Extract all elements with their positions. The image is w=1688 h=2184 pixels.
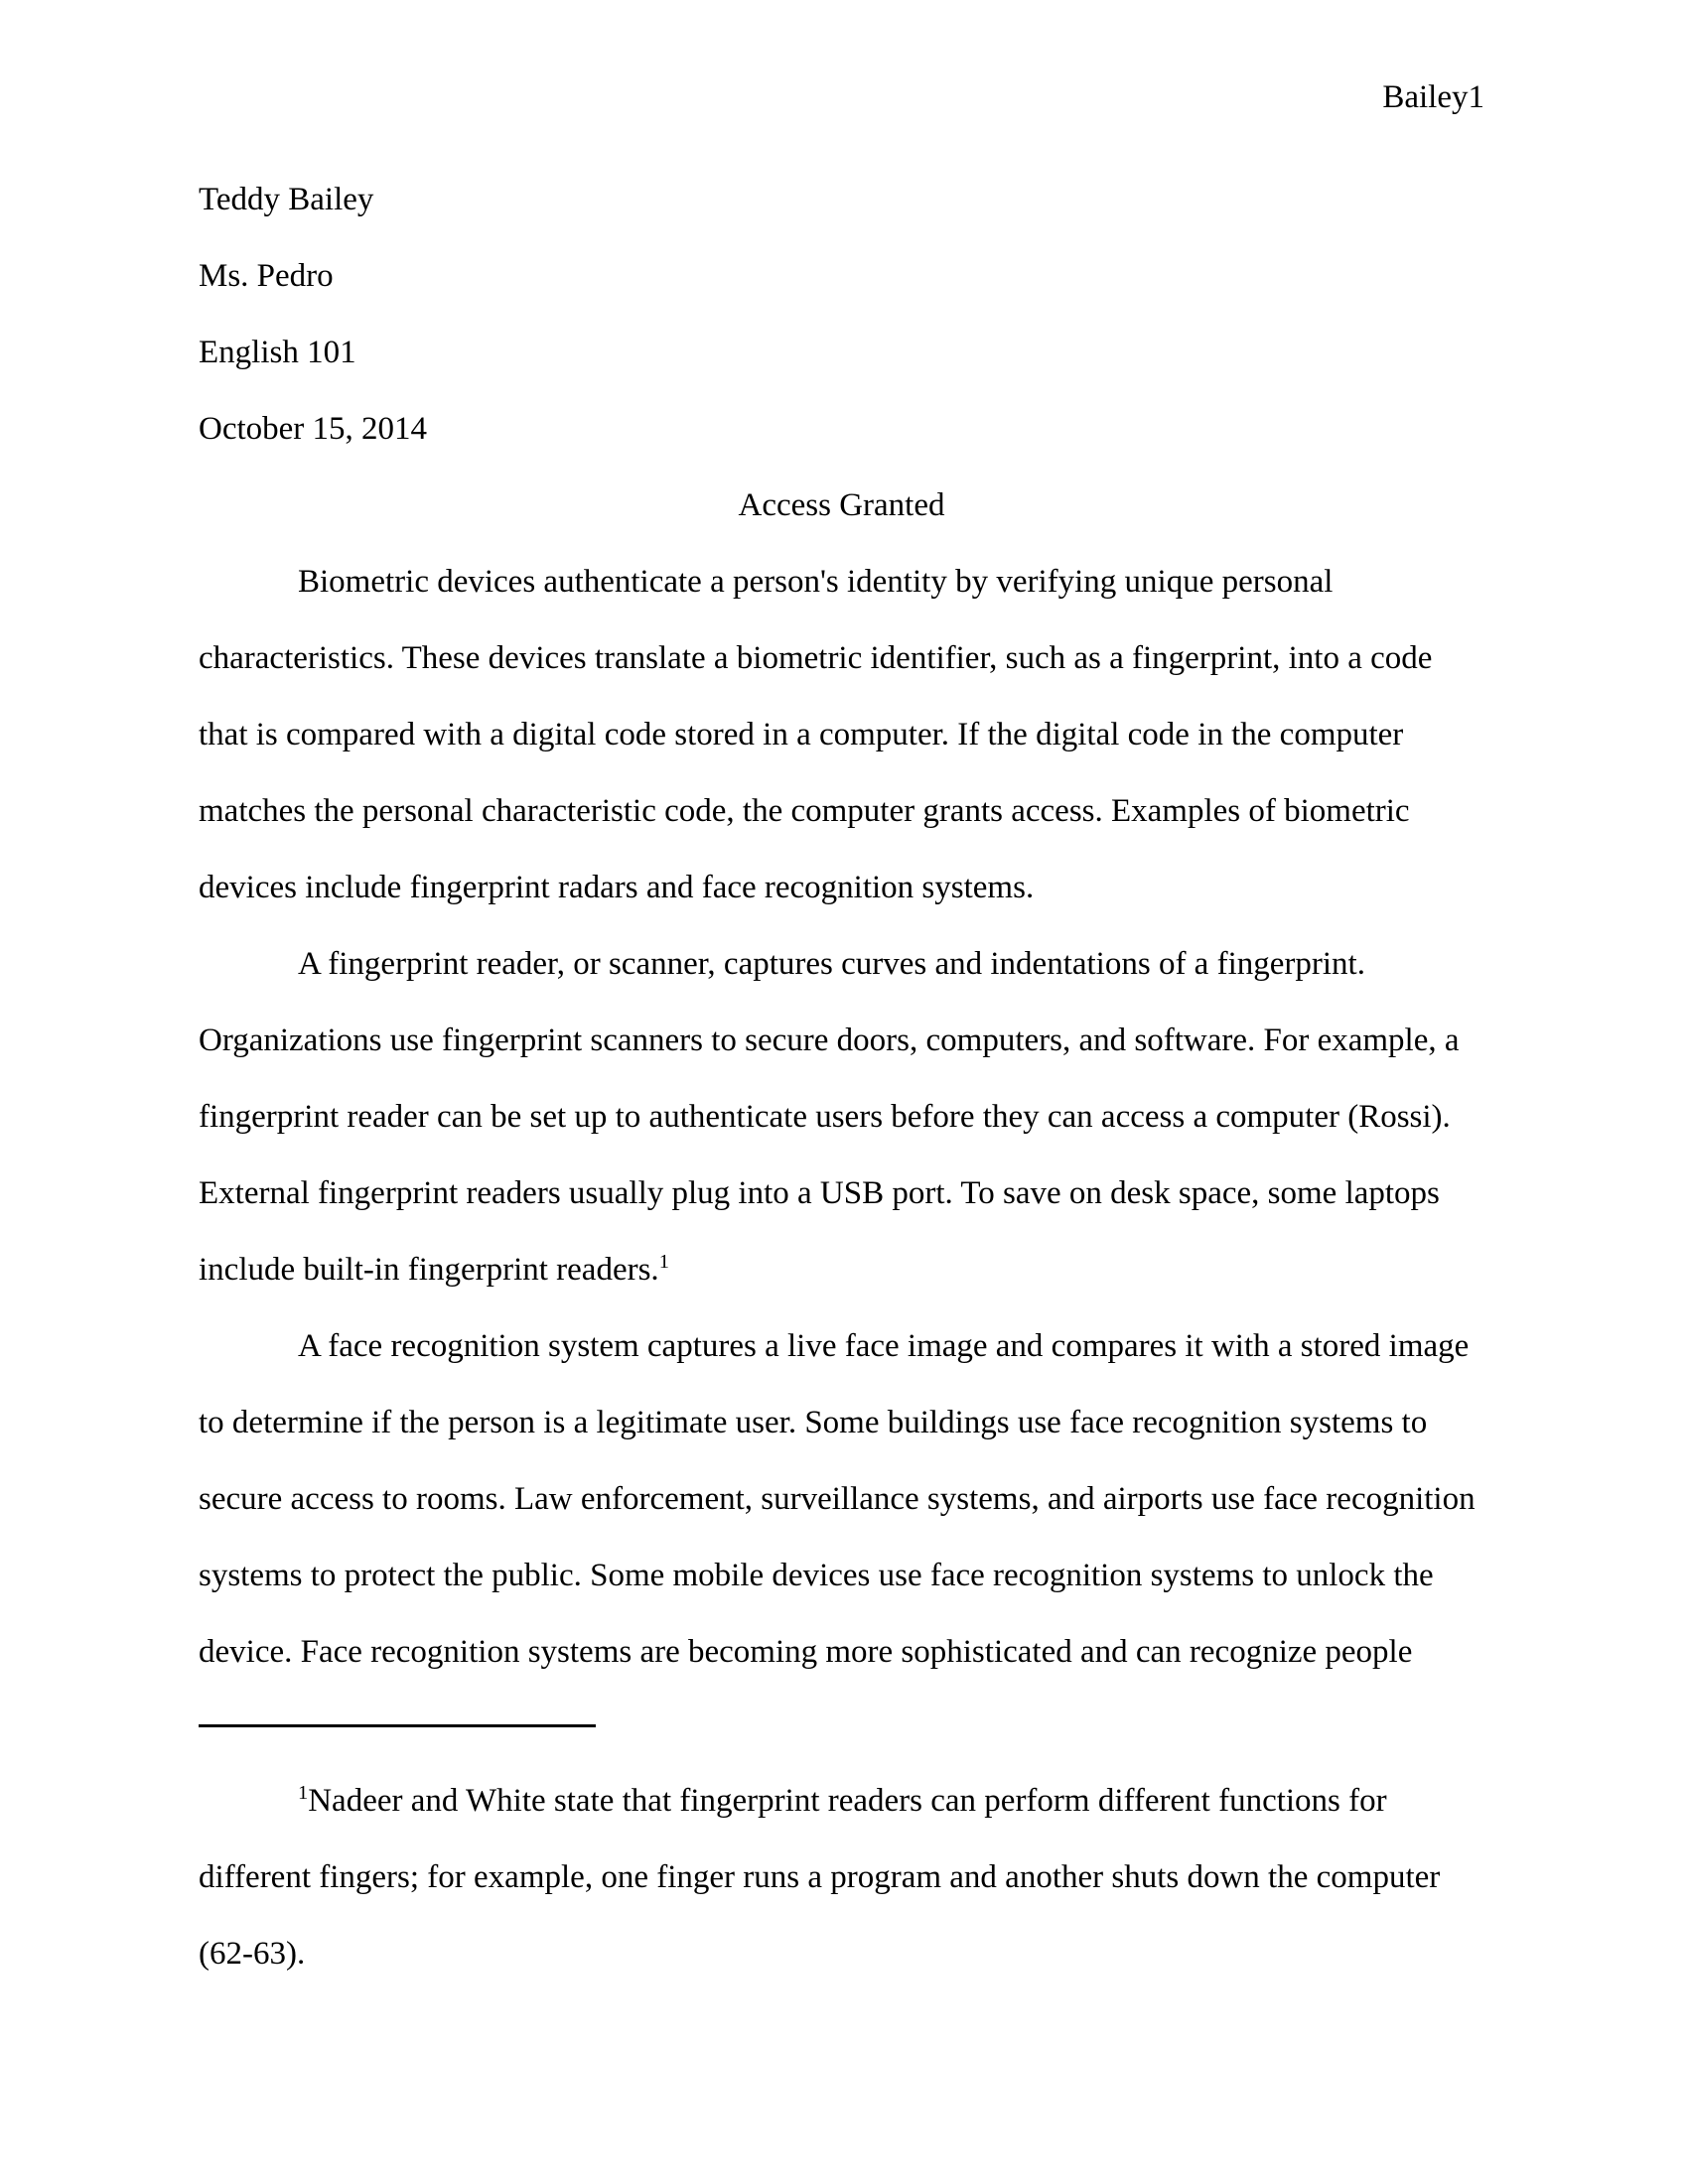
instructor-name: Ms. Pedro	[199, 258, 334, 294]
paragraph-1-text: Biometric devices authenticate a person's identity by verifying unique personal characteristics. These devices translate a biometric identifier, such as a fingerprint, into a code that is compared with a digital code stored in a computer. If the digital code in the computer matches the personal characteristic code, the computer grants access. Examples of biometric devices include fingerprint radars and face recognition systems.	[199, 564, 1433, 905]
footnote-separator-rule	[199, 1724, 596, 1727]
author-name: Teddy Bailey	[199, 182, 374, 217]
footnote	[199, 1763, 1484, 1992]
body-paragraph-1	[199, 544, 1484, 926]
footnote-text: Nadeer and White state that fingerprint readers can perform different functions for different fingers; for example, one finger runs a program and another shuts down the computer (62-63).	[199, 1783, 1441, 1972]
running-head-text: Bailey1	[1382, 79, 1484, 115]
body-paragraph-3	[199, 1308, 1484, 1691]
essay-title: Access Granted	[738, 487, 945, 523]
course-name: English 101	[199, 335, 356, 370]
paper-date: October 15, 2014	[199, 411, 428, 447]
body-paragraph-2	[199, 926, 1484, 1308]
running-head	[199, 60, 1484, 136]
footnote-reference-marker: 1	[658, 1251, 669, 1273]
paragraph-2-text: A fingerprint reader, or scanner, captures curves and indentations of a fingerprint. Organizations use fingerprint scanners to secure doors, computers, and software. For example, a fingerprint reader can be set up to authenticate users before they can access a computer (Rossi). External fingerprint readers usually plug into a USB port. To save on desk space, some laptops include built-in fingerprint readers.	[199, 946, 1460, 1288]
mla-heading-block	[199, 162, 1484, 468]
footnote-number: 1	[298, 1782, 309, 1804]
paragraph-3-text: A face recognition system captures a live face image and compares it with a stored image to determine if the person is a legitimate user. Some buildings use face recognition systems to secure access to rooms. Law enforcement, surveillance systems, and airports use face recognition systems to protect the public. Some mobile devices use face recognition systems to unlock the device. Face recognition systems are becoming more sophisticated and can recognize people	[199, 1328, 1476, 1670]
